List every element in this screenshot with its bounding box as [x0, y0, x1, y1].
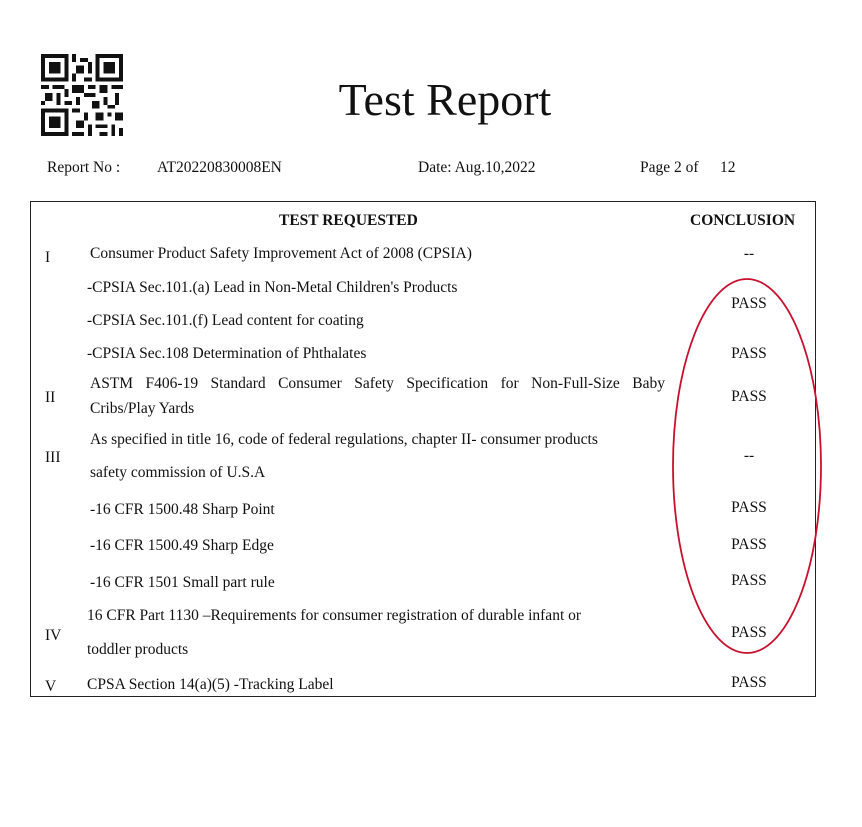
conclusion-cell: PASS [731, 674, 767, 691]
row-number: I [45, 249, 51, 266]
page-total: 12 [720, 159, 736, 176]
conclusion-cell: PASS [731, 295, 767, 312]
page-label: Page 2 of [640, 159, 699, 176]
test-item: 16 CFR Part 1130 –Requirements for consumer registration of durable infant or [87, 607, 582, 624]
row-number: V [45, 678, 57, 695]
report-no-value: AT20220830008EN [157, 159, 282, 176]
conclusion-cell: PASS [731, 572, 767, 589]
conclusion-cell: PASS [731, 345, 767, 362]
results-table [30, 201, 816, 697]
conclusion-cell: PASS [731, 624, 767, 641]
test-item: ASTM F406-19 Standard Consumer Safety Specification for Non-Full-Size Baby [90, 375, 665, 392]
test-item-continued: toddler products [87, 641, 189, 658]
conclusion-cell: PASS [731, 499, 767, 516]
conclusion-cell: PASS [731, 536, 767, 553]
test-item: -CPSIA Sec.101.(f) Lead content for coating [87, 312, 364, 329]
conclusion-cell: -- [743, 245, 755, 262]
row-number: III [45, 449, 61, 466]
test-item-continued: safety commission of U.S.A [90, 464, 266, 481]
test-item: -16 CFR 1500.49 Sharp Edge [90, 537, 274, 554]
test-item: -CPSIA Sec.101.(a) Lead in Non-Metal Children's Products [87, 279, 458, 296]
test-item: Consumer Product Safety Improvement Act of 2008 (CPSIA) [90, 245, 472, 262]
test-item: -16 CFR 1500.48 Sharp Point [90, 501, 275, 518]
test-item: -CPSIA Sec.108 Determination of Phthalates [87, 345, 367, 362]
test-item: -16 CFR 1501 Small part rule [90, 574, 275, 591]
report-no-label: Report No : [47, 159, 121, 176]
col-header-conclusion: CONCLUSION [690, 212, 796, 229]
test-item-continued: Cribs/Play Yards [90, 400, 195, 417]
col-header-test: TEST REQUESTED [279, 212, 418, 229]
row-number: IV [45, 627, 62, 644]
test-item: CPSA Section 14(a)(5) -Tracking Label [87, 676, 334, 693]
conclusion-cell: -- [743, 447, 755, 464]
row-number: II [45, 389, 56, 406]
report-date: Date: Aug.10,2022 [418, 159, 536, 176]
conclusion-cell: PASS [731, 388, 767, 405]
test-item: As specified in title 16, code of federal regulations, chapter II- consumer products [90, 431, 598, 448]
page-title: Test Report [338, 74, 552, 125]
